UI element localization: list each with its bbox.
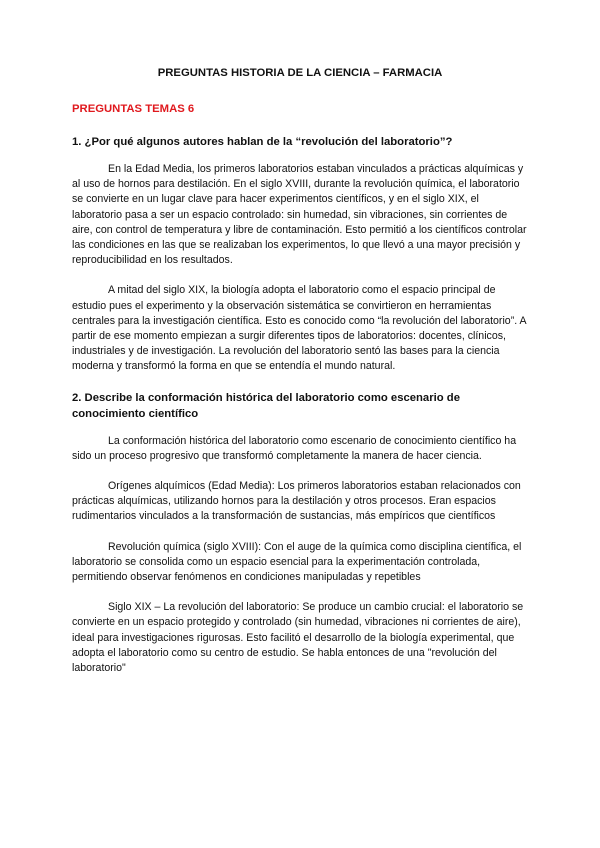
- question-1-paragraph: En la Edad Media, los primeros laboratorios estaban vinculados a prácticas alquímicas y al uso de hornos para destilación. En el siglo XVIII, durante la revolución química, el laboratorio se convierte en un lugar clave para hacer experimentos científicos, y en el siglo XIX, el laboratorio pasa a ser un espacio controlado: sin humedad, sin vibraciones, sin corrientes de aire, con control de temperatura y libre de contaminación. Esto permitió a los científicos controlar las condiciones en las que se realizaban los experimentos, lo que llevó a una mayor precisión y reproducibilidad en los resultados.: [72, 163, 527, 267]
- question-2-paragraph: La conformación histórica del laboratorio como escenario de conocimiento científico ha sido un proceso progresivo que transformó completamente la manera de hacer ciencia.: [72, 434, 517, 462]
- section-label: PREGUNTAS TEMAS 6: [72, 103, 195, 115]
- question-2-paragraph: Orígenes alquímicos (Edad Media): Los primeros laboratorios estaban relacionados con prácticas alquímicas, utilizando hornos para la destilación y otros procesos. Eran espacios rudimentarios vinculados a la transformación de sustancias, más empíricos que científicos: [72, 480, 521, 523]
- question-2-paragraph: Revolución química (siglo XVIII): Con el auge de la química como disciplina científica, el laboratorio se consolida como un espacio esencial para la experimentación controlada, permitiendo observar fenómenos en condiciones manipuladas y repetibles: [72, 540, 522, 584]
- question-2-paragraph: Siglo XIX – La revolución del laboratorio: Se produce un cambio crucial: el laboratorio se convierte en un espacio protegido y controlado (sin humedad, vibraciones ni corrientes de aire), ideal para investigaciones rigurosas. Esto facilitó el desarrollo de la biología experimental, que adopta el laboratorio como su centro de estudio. Se habla entonces de una "revolución del laboratorio": [72, 601, 524, 675]
- question-2-heading: 2. Describe la conformación histórica del laboratorio como escenario de conocimiento científico: [72, 391, 460, 420]
- question-1-heading: 1. ¿Por qué algunos autores hablan de la “revolución del laboratorio”?: [72, 136, 453, 148]
- document-title: PREGUNTAS HISTORIA DE LA CIENCIA – FARMACIA: [157, 67, 443, 79]
- question-1-paragraph: A mitad del siglo XIX, la biología adopta el laboratorio como el espacio principal de estudio pues el experimento y la observación sistemática se convirtieron en herramientas centrales para la investigación científica. Esto es conocido como “la revolución del laboratorio”. A partir de ese momento empiezan a surgir diferentes tipos de laboratorios: docentes, clínicos, industriales y de investigación. La revolución del laboratorio sentó las bases para la ciencia moderna y transformó la forma en que se entendía el mundo natural.: [72, 284, 527, 373]
